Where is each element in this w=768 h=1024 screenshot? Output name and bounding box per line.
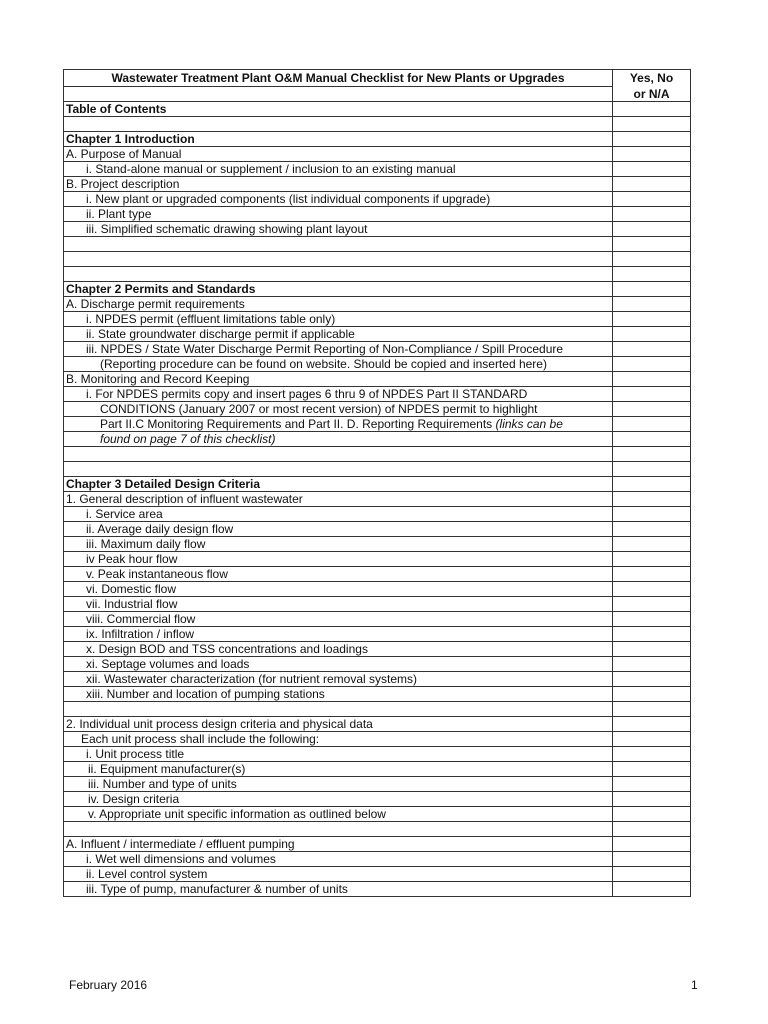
checklist-item-text [64,267,613,282]
checklist-item-text [64,507,613,522]
checklist-row [64,777,691,792]
checklist-item-text [64,567,613,582]
answer-cell[interactable] [613,852,691,867]
checklist-item-text [64,777,613,792]
answer-cell[interactable] [613,147,691,162]
answer-cell[interactable] [613,162,691,177]
checklist-item-text [64,867,613,882]
answer-cell[interactable] [613,672,691,687]
answer-cell[interactable] [613,282,691,297]
answer-cell[interactable] [613,627,691,642]
checklist-row [64,537,691,552]
answer-cell[interactable] [613,417,691,432]
checklist-item-text [64,387,613,402]
answer-cell[interactable] [613,492,691,507]
checklist-item-text [64,447,613,462]
checklist-row [64,567,691,582]
checklist-row [64,342,691,357]
answer-cell[interactable] [613,867,691,882]
checklist-item-text [64,732,613,747]
item-label: ii. Equipment manufacturer(s) [88,762,246,776]
answer-cell[interactable] [613,657,691,672]
item-label: ix. Infiltration / inflow [86,627,195,641]
checklist-item-text [64,312,613,327]
answer-column-header [613,70,691,87]
item-label: vi. Domestic flow [86,582,177,596]
item-label: B. Monitoring and Record Keeping [66,372,250,386]
answer-cell[interactable] [613,807,691,822]
item-label: iii. Simplified schematic drawing showing plant layout [86,222,368,236]
checklist-row [64,522,691,537]
answer-cell[interactable] [613,777,691,792]
checklist-item-text [64,87,613,102]
answer-cell[interactable] [613,882,691,897]
blank-row [64,822,691,837]
answer-cell[interactable] [613,837,691,852]
checklist-item-text [64,342,613,357]
section-heading [64,132,613,147]
checklist-item-text [64,792,613,807]
checklist-item-text [64,807,613,822]
item-label: i. Unit process title [86,747,185,761]
checklist-item-text [64,237,613,252]
item-label: A. Discharge permit requirements [66,297,245,311]
checklist-row [64,627,691,642]
item-label: Each unit process shall include the following: [81,732,320,746]
item-label: i. NPDES permit (effluent limitations table only) [86,312,336,326]
checklist-item-text [64,297,613,312]
answer-cell[interactable] [613,462,691,477]
answer-cell[interactable] [613,207,691,222]
checklist-item-text [64,552,613,567]
checklist-row [64,417,691,432]
item-label: 1. General description of influent wastewater [66,492,303,506]
answer-column-header-line1: Yes, No [629,71,674,86]
item-label: v. Appropriate unit specific information as outlined below [88,807,386,821]
answer-cell[interactable] [613,222,691,237]
checklist-item-text [64,147,613,162]
answer-cell[interactable] [613,747,691,762]
item-label: ii. Level control system [86,867,208,881]
answer-cell[interactable] [613,792,691,807]
checklist-row [64,867,691,882]
item-label: (Reporting procedure can be found on website. Should be copied and inserted here) [100,357,547,371]
item-label: Chapter 1 Introduction [66,132,195,146]
checklist-row [64,552,691,567]
answer-cell[interactable] [613,582,691,597]
section-heading-row [64,102,691,117]
checklist-table [63,69,691,897]
checklist-item-text [64,822,613,837]
checklist-item-text [64,747,613,762]
item-label: ii. Average daily design flow [86,522,234,536]
item-label: i. New plant or upgraded components (list individual components if upgrade) [86,192,491,206]
item-label: Chapter 2 Permits and Standards [66,282,256,296]
checklist-item-text [64,852,613,867]
checklist-item-text [64,672,613,687]
answer-cell[interactable] [613,597,691,612]
checklist-row [64,177,691,192]
answer-cell[interactable] [613,342,691,357]
checklist-item-text [64,627,613,642]
item-label: iii. NPDES / State Water Discharge Permit Reporting of Non-Compliance / Spill Procedure [86,342,564,356]
checklist-row [64,807,691,822]
item-label: viii. Commercial flow [86,612,196,626]
item-label: i. For NPDES permits copy and insert pages 6 thru 9 of NPDES Part II STANDARD [86,387,528,401]
answer-cell[interactable] [613,177,691,192]
blank-row [64,237,691,252]
checklist-row [64,717,691,732]
item-label: iv. Design criteria [88,792,180,806]
page-number: 1 [691,978,698,992]
checklist-row [64,747,691,762]
checklist-item-text [64,462,613,477]
checklist-item-text [64,642,613,657]
answer-cell[interactable] [613,702,691,717]
checklist-item-text [64,372,613,387]
checklist-item-text [64,837,613,852]
item-label: ii. Plant type [86,207,152,221]
checklist-item-text [64,657,613,672]
answer-cell[interactable] [613,537,691,552]
answer-cell[interactable] [613,372,691,387]
checklist-row [64,147,691,162]
checklist-item-text [64,762,613,777]
checklist-row [64,222,691,237]
answer-cell[interactable] [613,252,691,267]
item-label: A. Influent / intermediate / effluent pumping [66,837,295,851]
checklist-row [64,207,691,222]
checklist-item-text [64,402,613,417]
answer-column-header-line2: or N/A [633,86,670,101]
checklist-item-text [64,882,613,897]
item-label: xiii. Number and location of pumping stations [86,687,325,701]
answer-cell[interactable] [613,552,691,567]
answer-cell[interactable] [613,192,691,207]
answer-cell [613,87,691,102]
item-label: vii. Industrial flow [86,597,178,611]
item-label: iv Peak hour flow [86,552,178,566]
checklist-item-text [64,327,613,342]
item-note: found on page 7 of this checklist) [100,432,276,446]
answer-cell[interactable] [613,432,691,447]
item-label: i. Stand-alone manual or supplement / inclusion to an existing manual [86,162,456,176]
blank-row [64,462,691,477]
checklist-item-text [64,192,613,207]
checklist-row [64,657,691,672]
checklist-item-text [64,162,613,177]
checklist-row [64,852,691,867]
answer-cell[interactable] [613,447,691,462]
item-label: ii. State groundwater discharge permit if applicable [86,327,355,341]
checklist-item-text [64,537,613,552]
item-label: x. Design BOD and TSS concentrations and loadings [86,642,368,656]
blank-row [64,87,691,102]
answer-cell[interactable] [613,237,691,252]
checklist-row [64,792,691,807]
section-heading-row [64,282,691,297]
section-heading [64,477,613,492]
answer-cell[interactable] [613,687,691,702]
section-heading-row [64,132,691,147]
checklist-item-text [64,252,613,267]
answer-cell[interactable] [613,717,691,732]
checklist-row [64,297,691,312]
checklist-row [64,312,691,327]
checklist-item-text [64,687,613,702]
checklist-item-text [64,222,613,237]
checklist-item-text [64,612,613,627]
checklist-item-text [64,417,613,432]
answer-cell[interactable] [613,507,691,522]
checklist-title: Wastewater Treatment Plant O&M Manual Checklist for New Plants or Upgrades [64,70,613,87]
item-label: iii. Type of pump, manufacturer & number of units [86,882,348,896]
item-label: iii. Number and type of units [88,777,237,791]
checklist-row [64,162,691,177]
checklist-sheet [63,69,691,897]
answer-cell[interactable] [613,732,691,747]
checklist-row [64,402,691,417]
answer-cell[interactable] [613,762,691,777]
checklist-row [64,612,691,627]
item-label: i. Service area [86,507,163,521]
answer-cell[interactable] [613,522,691,537]
blank-row [64,447,691,462]
checklist-row [64,357,691,372]
item-label: B. Project description [66,177,180,191]
item-label: xi. Septage volumes and loads [86,657,250,671]
answer-cell[interactable] [613,297,691,312]
blank-row [64,267,691,282]
item-label: Table of Contents [66,102,167,116]
checklist-item-text [64,597,613,612]
blank-row [64,702,691,717]
checklist-row [64,327,691,342]
checklist-item-text [64,432,613,447]
checklist-item-text [64,492,613,507]
checklist-row [64,597,691,612]
checklist-item-text [64,117,613,132]
answer-cell[interactable] [613,402,691,417]
item-label: A. Purpose of Manual [66,147,182,161]
checklist-item-text [64,357,613,372]
item-label: i. Wet well dimensions and volumes [86,852,276,866]
item-label: 2. Individual unit process design criteria and physical data [66,717,373,731]
checklist-row [64,432,691,447]
header-row [64,70,691,87]
section-heading [64,102,613,117]
checklist-row [64,762,691,777]
checklist-row [64,492,691,507]
checklist-row [64,672,691,687]
answer-cell[interactable] [613,477,691,492]
checklist-row [64,882,691,897]
checklist-row [64,372,691,387]
answer-cell[interactable] [613,642,691,657]
checklist-item-text [64,522,613,537]
item-label: xii. Wastewater characterization (for nutrient removal systems) [86,672,417,686]
checklist-row [64,192,691,207]
answer-cell[interactable] [613,567,691,582]
checklist-row [64,837,691,852]
checklist-item-text [64,207,613,222]
section-heading [64,282,613,297]
item-label: iii. Maximum daily flow [86,537,206,551]
item-note: (links can be [495,417,563,431]
answer-cell[interactable] [613,132,691,147]
answer-cell[interactable] [613,822,691,837]
section-heading-row [64,477,691,492]
item-label: Chapter 3 Detailed Design Criteria [66,477,261,491]
footer-date: February 2016 [69,978,148,992]
item-label: Part II.C Monitoring Requirements and Part II. D. Reporting Requirements [100,417,493,431]
checklist-row [64,732,691,747]
answer-cell[interactable] [613,102,691,117]
blank-row [64,117,691,132]
blank-row [64,252,691,267]
checklist-item-text [64,582,613,597]
item-label: v. Peak instantaneous flow [86,567,228,581]
answer-cell[interactable] [613,267,691,282]
checklist-item-text [64,177,613,192]
answer-cell[interactable] [613,612,691,627]
checklist-row [64,507,691,522]
checklist-row [64,687,691,702]
item-label: CONDITIONS (January 2007 or most recent version) of NPDES permit to highlight [100,402,538,416]
answer-cell[interactable] [613,117,691,132]
answer-cell[interactable] [613,327,691,342]
checklist-row [64,582,691,597]
answer-cell[interactable] [613,357,691,372]
checklist-item-text [64,717,613,732]
checklist-row [64,642,691,657]
answer-cell[interactable] [613,387,691,402]
checklist-item-text [64,702,613,717]
checklist-row [64,387,691,402]
answer-cell[interactable] [613,312,691,327]
